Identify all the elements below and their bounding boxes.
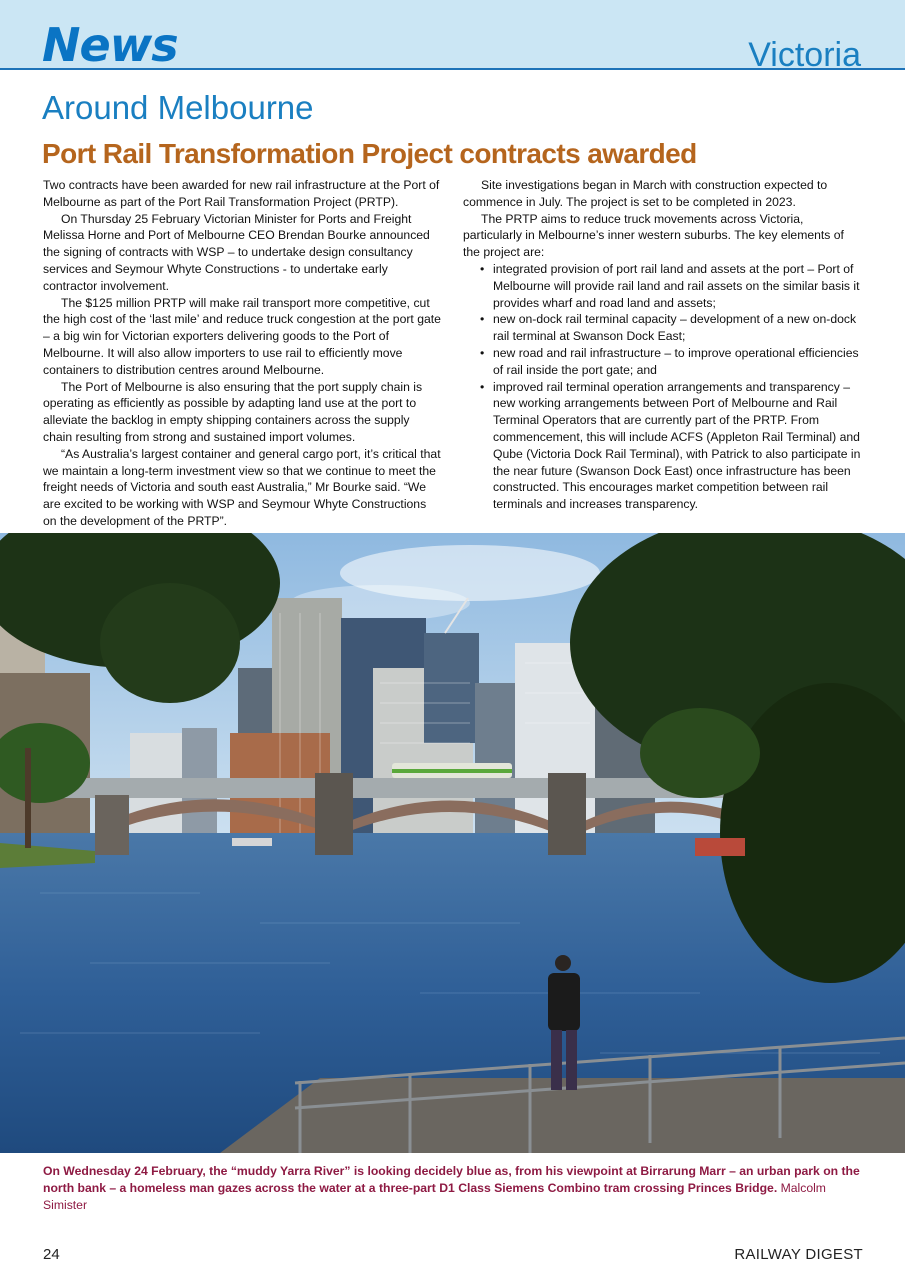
paragraph: The Port of Melbourne is also ensuring that the port supply chain is operating as efficiently as possible by adapting land use at the port to alleviate the backlog in empty shipping containers across the supply chain resulting from strong and sustained import volumes. (43, 379, 423, 444)
page-number: 24 (43, 1246, 60, 1263)
left-column (43, 177, 441, 530)
article-headline: Port Rail Transformation Project contracts awarded (42, 138, 697, 169)
paragraph: On Thursday 25 February Victorian Minister for Ports and Freight Melissa Horne and Port of Melbourne CEO Brendan Bourke announced the signing of contracts with WSP – to undertake design consultancy services and Seymour Whyte Constructions - to undertake early contractor involvement. (43, 211, 430, 293)
list-item: • new on-dock rail terminal capacity – development of a new on-dock rail terminal at Swanson Dock East; (463, 311, 861, 345)
list-item: • improved rail terminal operation arrangements and transparency – new working arrangements between Port of Melbourne and Rail Terminal Operators that are currently part of the PRTP. From commencement, this will include ACFS (Appleton Rail Terminal) and Qube (Victoria Dock Rail Terminal), with Patrick to also participate in the near future (Swanson Dock East) once infrastructure has been constructed. This encourages market competition between rail terminals and increases transparency. (463, 379, 861, 513)
right-column (463, 177, 861, 513)
photo-caption (43, 1163, 863, 1214)
paragraph: The $125 million PRTP will make rail transport more competitive, cut the high cost of the ‘last mile’ and reduce truck congestion at the port gate – a big win for Victorian exporters delivering goods to the Port of Melbourne. It will also allow importers to use rail to efficiently move containers to distribution centres around Melbourne. (43, 295, 441, 377)
list-item: • integrated provision of port rail land and assets at the port – Port of Melbourne will provide rail land and rail assets on the similar basis it provides wharf and road land and assets; (463, 261, 861, 311)
paragraph: Two contracts have been awarded for new rail infrastructure at the Port of Melbourne as part of the Port Rail Transformation Project (PRTP). (43, 178, 440, 209)
paragraph: Site investigations began in March with construction expected to commence in July. The project is set to be completed in 2023. (463, 178, 828, 209)
river-city-photo (0, 533, 905, 1153)
section-label: News (42, 18, 178, 72)
region-label: Victoria (748, 36, 861, 74)
publication-name: RAILWAY DIGEST (734, 1246, 863, 1263)
article-kicker: Around Melbourne (42, 89, 314, 126)
list-item: • new road and rail infrastructure – to improve operational efficiencies of rail inside the port gate; and (463, 345, 861, 379)
paragraph: “As Australia’s largest container and general cargo port, it’s critical that we maintain a long-term investment view so that we continue to meet the freight needs of Victoria and south east Australia,” Mr Bourke said. “We are excited to be working with WSP and Seymour Whyte Constructions on the development of the PRTP”. (43, 446, 441, 528)
key-elements-list (463, 261, 861, 513)
caption-text: On Wednesday 24 February, the “muddy Yarra River” is looking decidely blue as, from his viewpoint at Birrarung Marr – an urban park on the north bank – a homeless man gazes across the water at a three-part D1 Class Siemens Combino tram crossing Princes Bridge. (43, 1164, 860, 1195)
paragraph: The PRTP aims to reduce truck movements across Victoria, particularly in Melbourne’s inner western suburbs. The key elements of the project are: (463, 211, 844, 260)
photo-credit: Malcolm Simister (43, 1181, 826, 1212)
